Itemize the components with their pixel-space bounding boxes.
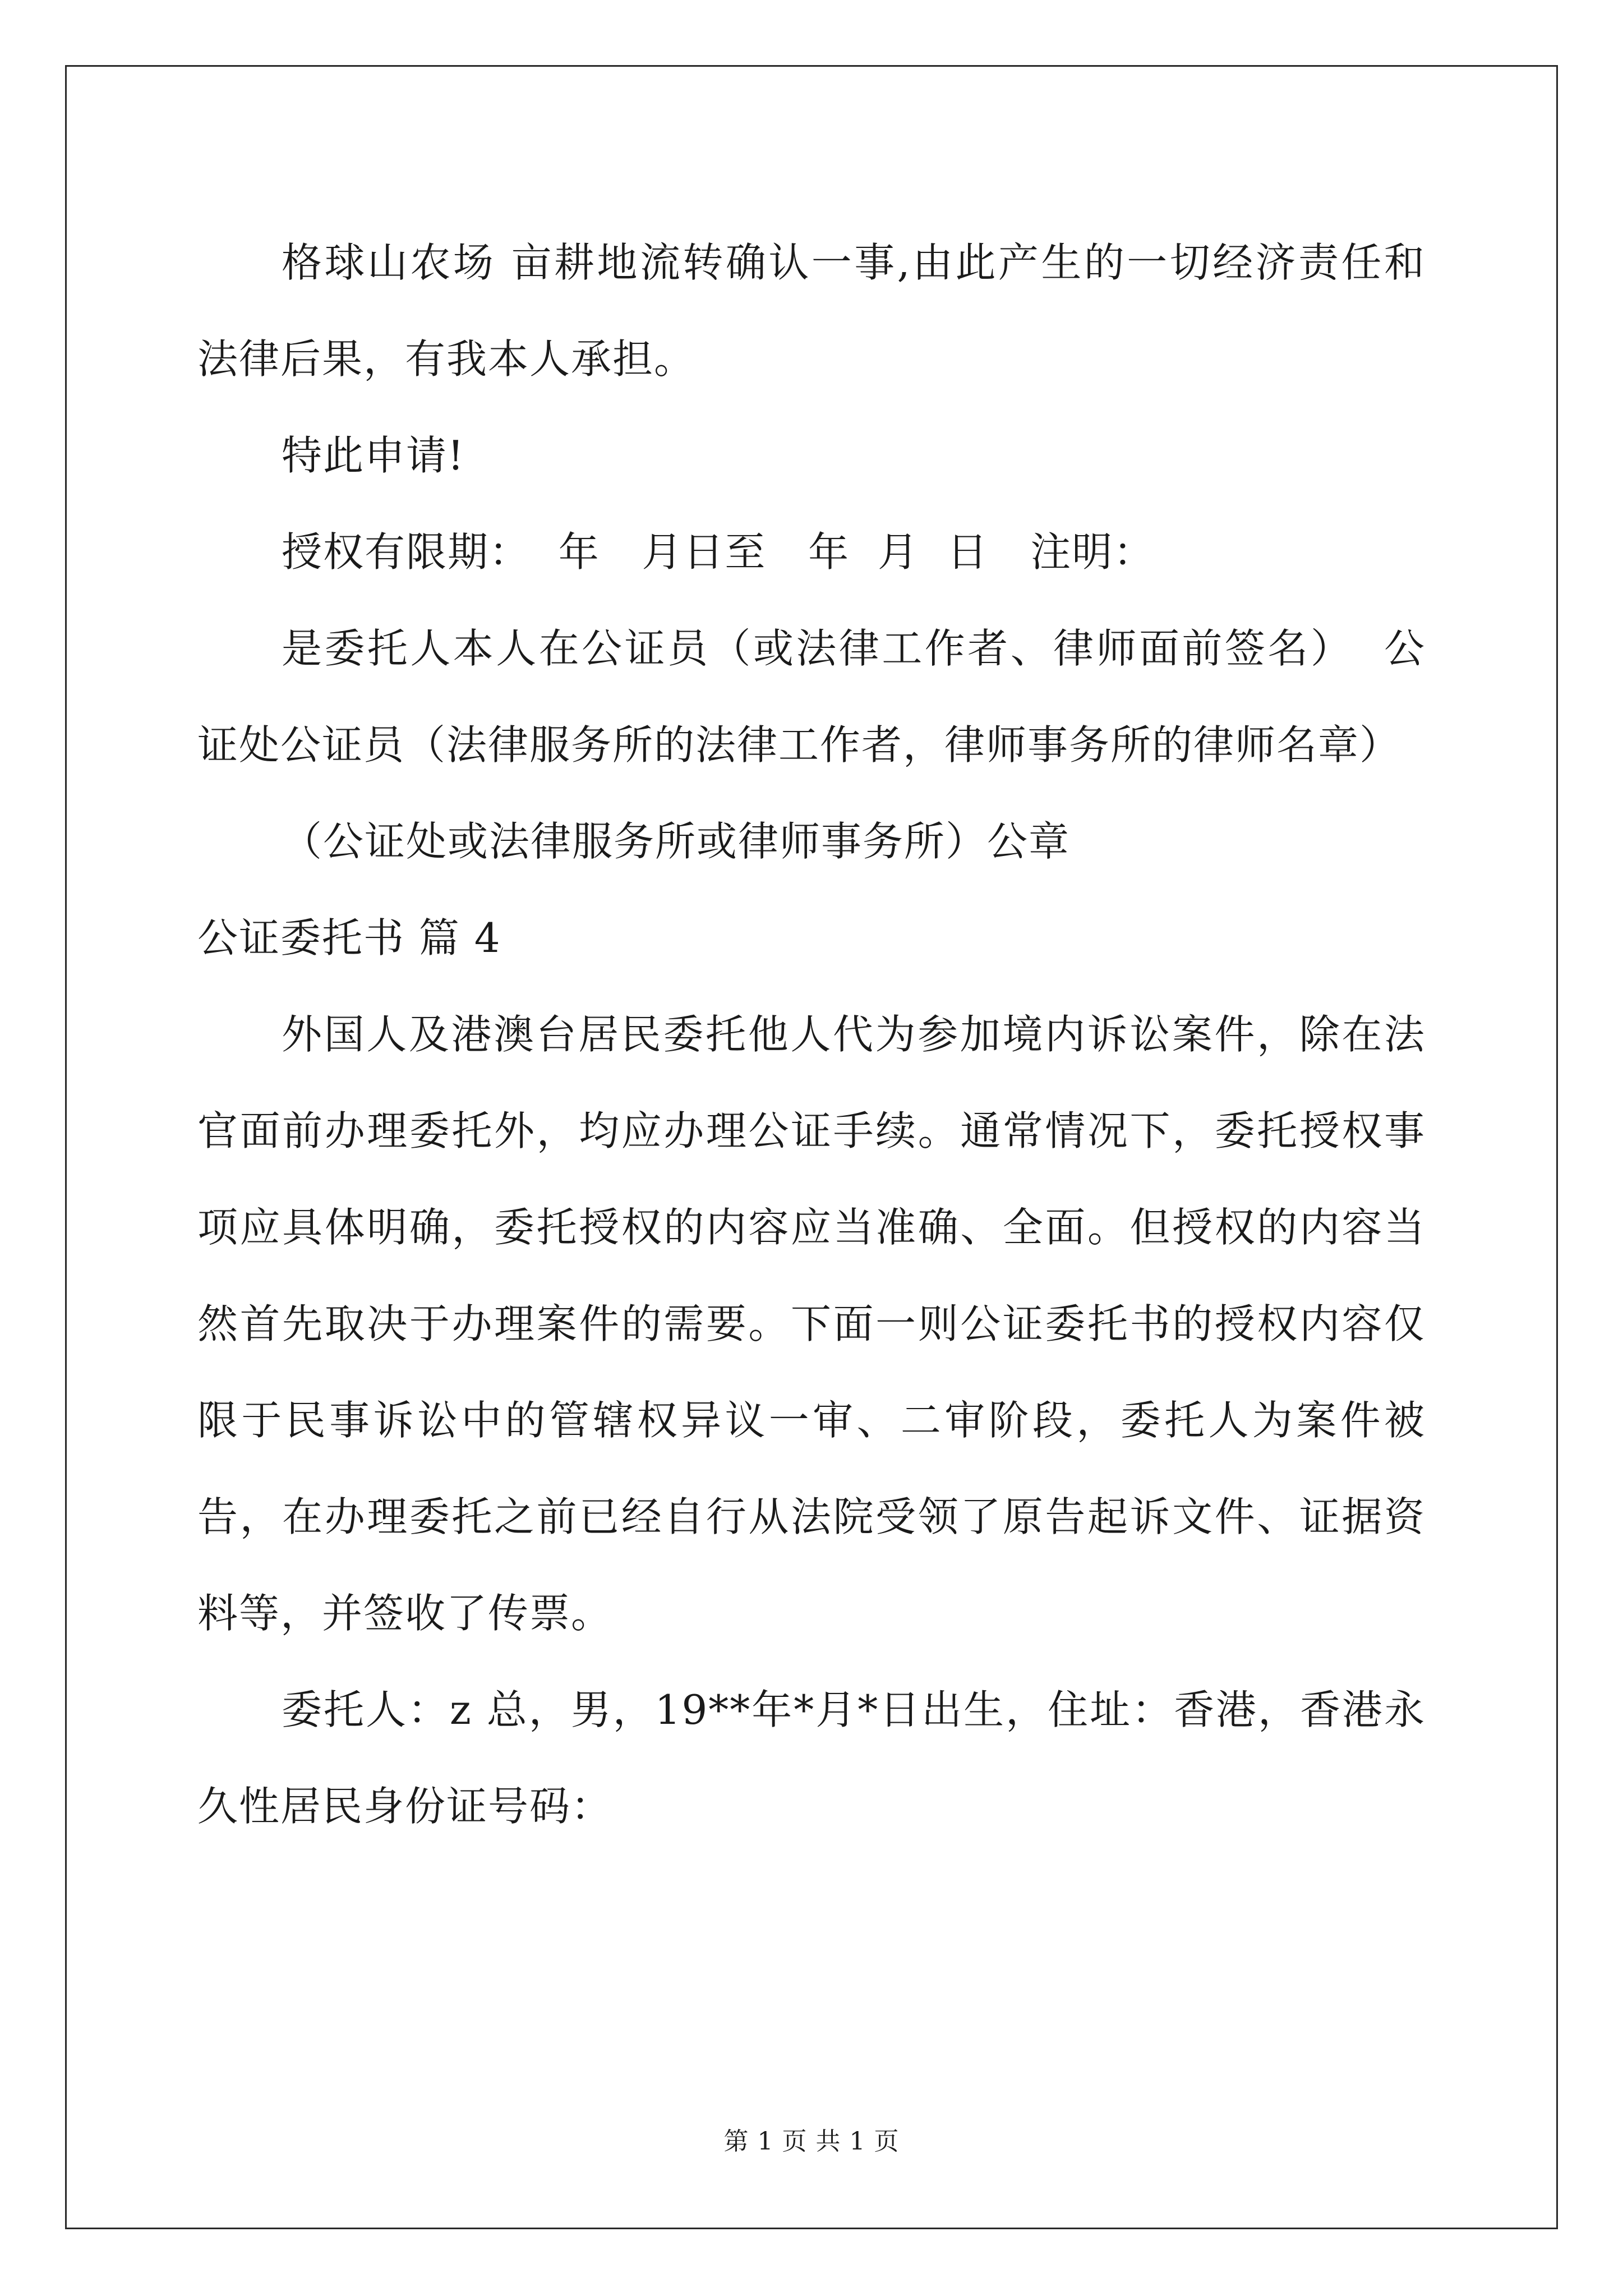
document-body bbox=[197, 214, 1426, 1855]
paragraph-notary-signature: 是委托人本人在公证员（或法律工作者、律师面前签名） 公证处公证员（法律服务所的法律工作者，律师事务所的律师名章） bbox=[197, 625, 1426, 769]
section-heading: 公证委托书 篇 4 bbox=[197, 914, 501, 961]
paragraph-land-transfer: 格球山农场 亩耕地流转确认一事,由此产生的一切经济责任和法律后果，有我本人承担。 bbox=[197, 239, 1426, 383]
paragraph-application-closing: 特此申请! bbox=[282, 432, 465, 479]
paragraph-foreign-litigation: 外国人及港澳台居民委托他人代为参加境内诉讼案件，除在法官面前办理委托外，均应办理公证手续。通常情况下，委托授权事项应具体明确，委托授权的内容应当准确、全面。但授权的内容当然首先取决于办理案件的需要。下面一则公证委托书的授权内容仅限于民事诉讼中的管辖权异议一审、二审阶段，委托人为案件被告，在办理委托之前已经自行从法院受领了原告起诉文件、证据资料等，并签收了传票。 bbox=[197, 1011, 1426, 1637]
paragraph-official-seal: （公证处或法律服务所或律师事务所）公章 bbox=[282, 818, 1071, 865]
paragraph-authorization-period: 授权有限期： 年 月日至 年 月 日 注明： bbox=[282, 528, 1155, 576]
page-number-footer: 第 1 页 共 1 页 bbox=[723, 2127, 900, 2156]
paragraph-principal-info: 委托人：z 总，男，19**年*月*日出生，住址：香港，香港永久性居民身份证号码： bbox=[197, 1686, 1426, 1830]
